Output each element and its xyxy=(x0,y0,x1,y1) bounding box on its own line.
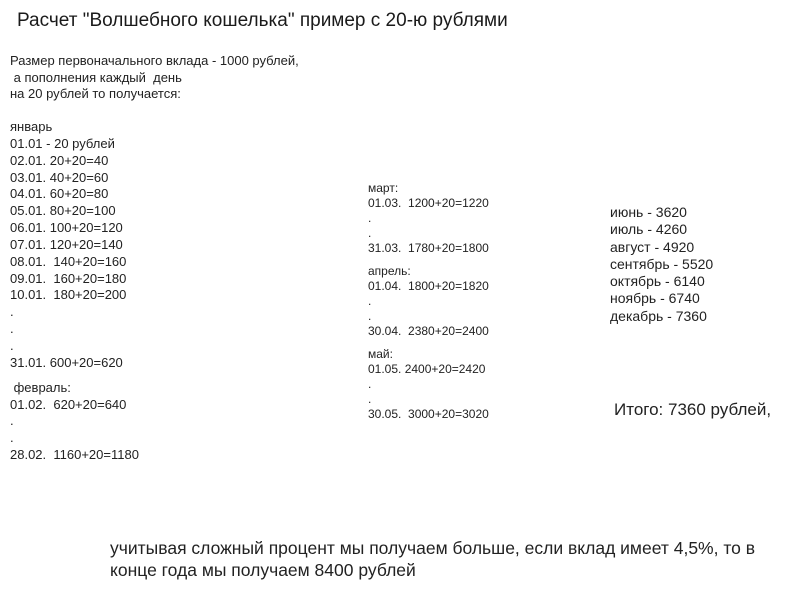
left-column xyxy=(10,119,139,464)
month-heading: апрель: xyxy=(368,264,411,278)
intro-line: а пополнения каждый день xyxy=(10,69,182,85)
calc-line: 01.03. 1200+20=1220 xyxy=(368,196,489,210)
month-total: ноябрь - 6740 xyxy=(610,290,700,307)
calc-line: 28.02. 1160+20=1180 xyxy=(10,447,139,463)
month-total: октябрь - 6140 xyxy=(610,273,705,290)
ellipsis-dot: . xyxy=(368,226,372,240)
conclusion-text: учитывая сложный процент мы получаем больше, если вклад имеет 4,5%, то в конце года мы получаем 8400 рублей xyxy=(110,538,756,580)
month-block-may xyxy=(368,347,489,422)
ellipsis-dot: . xyxy=(10,337,14,353)
calc-line: 03.01. 40+20=60 xyxy=(10,169,109,185)
month-total: июнь - 3620 xyxy=(610,204,687,220)
calc-line: 01.04. 1800+20=1820 xyxy=(368,279,489,293)
month-block-march xyxy=(368,181,489,256)
ellipsis-dot: . xyxy=(368,309,372,323)
middle-column xyxy=(368,181,489,422)
calc-line: 07.01. 120+20=140 xyxy=(10,236,123,252)
calc-line: 01.02. 620+20=640 xyxy=(10,396,127,412)
calc-line: 10.01. 180+20=200 xyxy=(10,287,127,303)
page-title: Расчет "Волшебного кошелька" пример с 20-ю рублями xyxy=(17,10,508,31)
calc-line: 31.03. 1780+20=1800 xyxy=(368,241,489,255)
month-total: сентябрь - 5520 xyxy=(610,255,714,272)
ellipsis-dot: . xyxy=(368,377,372,391)
calc-line: 04.01. 60+20=80 xyxy=(10,186,109,202)
calc-line: 30.05. 3000+20=3020 xyxy=(368,407,489,421)
intro-text xyxy=(10,53,299,103)
total-text: Итого: 7360 рублей, xyxy=(614,400,772,419)
ellipsis-dot: . xyxy=(368,211,372,225)
month-block-january xyxy=(10,119,139,372)
calc-line: 02.01. 20+20=40 xyxy=(10,152,109,168)
month-block-april xyxy=(368,264,489,339)
intro-line: на 20 рублей то получается: xyxy=(10,86,181,101)
month-total: июль - 4260 xyxy=(610,221,688,238)
ellipsis-dot: . xyxy=(368,392,372,406)
ellipsis-dot: . xyxy=(368,294,372,308)
ellipsis-dot: . xyxy=(10,304,14,320)
calc-line: 09.01. 160+20=180 xyxy=(10,270,127,286)
month-heading: февраль: xyxy=(10,379,71,395)
ellipsis-dot: . xyxy=(10,413,14,429)
month-block-february xyxy=(10,380,139,464)
intro-line: Размер первоначального вклада - 1000 рублей, xyxy=(10,53,299,68)
month-total: август - 4920 xyxy=(610,238,695,255)
calc-line: 08.01. 140+20=160 xyxy=(10,253,127,269)
calc-line: 01.01 - 20 рублей xyxy=(10,135,115,151)
calc-line: 01.05. 2400+20=2420 xyxy=(368,362,486,376)
right-column xyxy=(610,204,713,325)
calc-line: 31.01. 600+20=620 xyxy=(10,354,123,370)
calc-line: 30.04. 2380+20=2400 xyxy=(368,324,489,338)
month-total: декабрь - 7360 xyxy=(610,307,707,324)
month-heading: январь xyxy=(10,119,53,134)
month-heading: март: xyxy=(368,181,399,195)
ellipsis-dot: . xyxy=(10,430,14,446)
ellipsis-dot: . xyxy=(10,321,14,337)
month-heading: май: xyxy=(368,347,393,361)
calc-line: 06.01. 100+20=120 xyxy=(10,220,123,236)
calc-line: 05.01. 80+20=100 xyxy=(10,203,116,219)
